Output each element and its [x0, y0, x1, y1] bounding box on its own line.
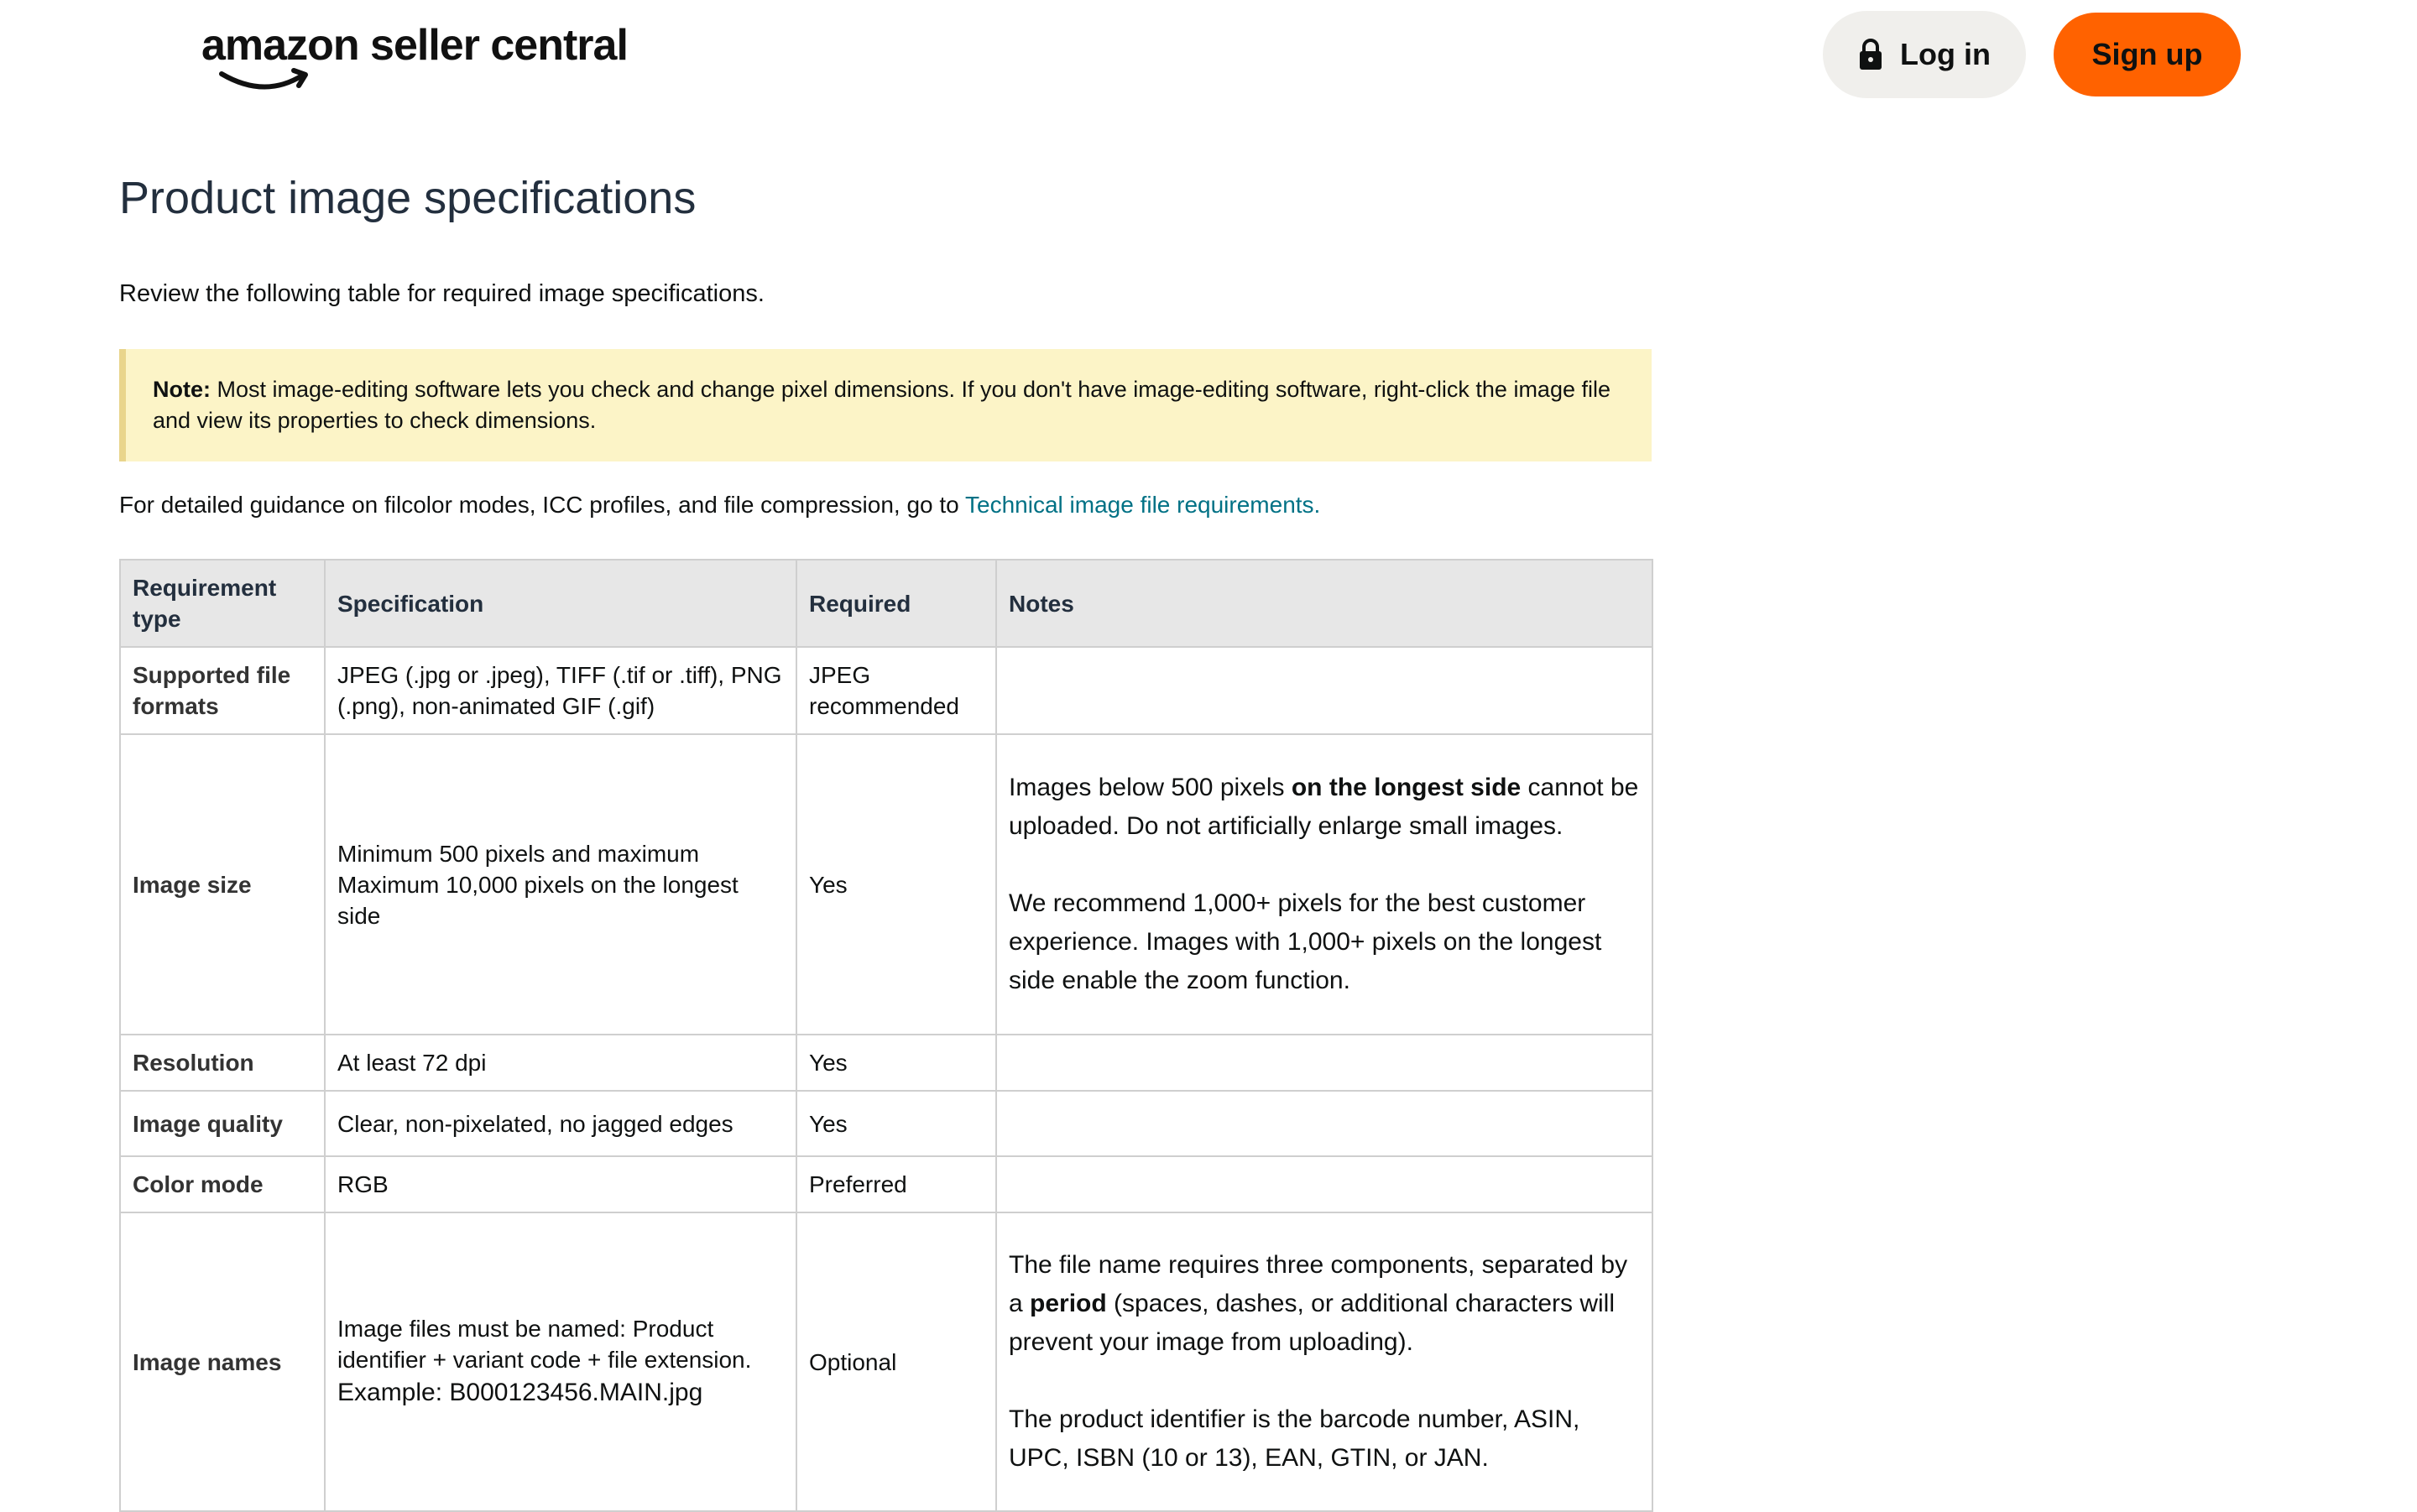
requirement-type-cell: Color mode — [120, 1156, 325, 1212]
notes-emphasis: on the longest side — [1291, 774, 1522, 801]
specification-cell — [325, 1212, 796, 1511]
notes-text: (spaces, dashes, or additional characters will prevent your image from uploading). — [1009, 1290, 1615, 1356]
table-row — [120, 1212, 1652, 1511]
lock-icon — [1858, 38, 1883, 71]
notes-text: Images below 500 pixels — [1009, 774, 1292, 801]
header-required: Required — [796, 560, 996, 647]
signup-button[interactable] — [2054, 13, 2241, 96]
page-title: Product image specifications — [119, 173, 697, 223]
table-header-row — [120, 560, 1652, 647]
specification-text: Image files must be named: Product identifier + variant code + file extension. — [337, 1316, 752, 1373]
requirement-type-cell: Supported file formats — [120, 647, 325, 734]
notes-paragraph — [1009, 1246, 1640, 1362]
signup-label: Sign up — [2091, 37, 2203, 71]
notes-cell — [996, 1212, 1652, 1511]
notes-cell — [996, 1091, 1652, 1156]
guidance-sentence: For detailed guidance on filcolor modes, ICC profiles, and file compression, go to — [119, 492, 966, 518]
required-cell: Preferred — [796, 1156, 996, 1212]
specification-cell: JPEG (.jpg or .jpeg), TIFF (.tif or .tiff), PNG (.png), non-animated GIF (.gif) — [325, 647, 796, 734]
specification-cell: At least 72 dpi — [325, 1035, 796, 1091]
required-cell: Yes — [796, 1091, 996, 1156]
notes-cell — [996, 1156, 1652, 1212]
notes-cell — [996, 647, 1652, 734]
specification-cell: RGB — [325, 1156, 796, 1212]
requirement-type-cell: Image quality — [120, 1091, 325, 1156]
notes-paragraph: The product identifier is the barcode number, ASIN, UPC, ISBN (10 or 13), EAN, GTIN, or JAN. — [1009, 1405, 1580, 1472]
required-cell: Yes — [796, 734, 996, 1035]
notes-emphasis: period — [1030, 1290, 1107, 1317]
requirement-type-cell: Image names — [120, 1212, 325, 1511]
required-cell: Optional — [796, 1212, 996, 1511]
amazon-seller-central-logo[interactable] — [201, 15, 628, 91]
required-cell: Yes — [796, 1035, 996, 1091]
note-label: Note: — [153, 377, 211, 402]
guidance-text — [119, 488, 1652, 522]
amazon-smile-icon — [218, 65, 311, 94]
required-cell: JPEG recommended — [796, 647, 996, 734]
table-row — [120, 1035, 1652, 1091]
notes-cell — [996, 734, 1652, 1035]
specifications-table — [119, 559, 1653, 1512]
notes-text: The file name requires three components, separated by a — [1009, 1251, 1628, 1317]
specification-cell: Clear, non-pixelated, no jagged edges — [325, 1091, 796, 1156]
notes-cell — [996, 1035, 1652, 1091]
notes-paragraph — [1009, 769, 1640, 846]
login-button[interactable] — [1823, 11, 2026, 98]
table-row — [120, 734, 1652, 1035]
requirement-type-cell: Resolution — [120, 1035, 325, 1091]
intro-text: Review the following table for required image specifications. — [119, 280, 765, 307]
specification-cell: Minimum 500 pixels and maximum Maximum 10,000 pixels on the longest side — [325, 734, 796, 1035]
note-text: Most image-editing software lets you check and change pixel dimensions. If you don't have image-editing software, right-click the image file and view its properties to check dimensions. — [153, 377, 1611, 433]
header-specification: Specification — [325, 560, 796, 647]
table-row — [120, 647, 1652, 734]
table-row — [120, 1091, 1652, 1156]
login-label: Log in — [1900, 37, 1991, 71]
notes-text: cannot be uploaded. Do not artificially enlarge small images. — [1009, 774, 1639, 840]
notes-paragraph: We recommend 1,000+ pixels for the best customer experience. Images with 1,000+ pixels on the longest side enable the zoom function. — [1009, 889, 1602, 994]
technical-requirements-link[interactable]: Technical image file requirements. — [965, 492, 1321, 518]
main-content — [119, 164, 1652, 1512]
header-notes: Notes — [996, 560, 1652, 647]
logo-text: amazon seller central — [201, 21, 628, 70]
specification-example: Example: B000123456.MAIN.jpg — [337, 1379, 703, 1406]
header-requirement-type: Requirement type — [120, 560, 325, 647]
table-row — [120, 1156, 1652, 1212]
note-box — [119, 349, 1652, 461]
requirement-type-cell: Image size — [120, 734, 325, 1035]
